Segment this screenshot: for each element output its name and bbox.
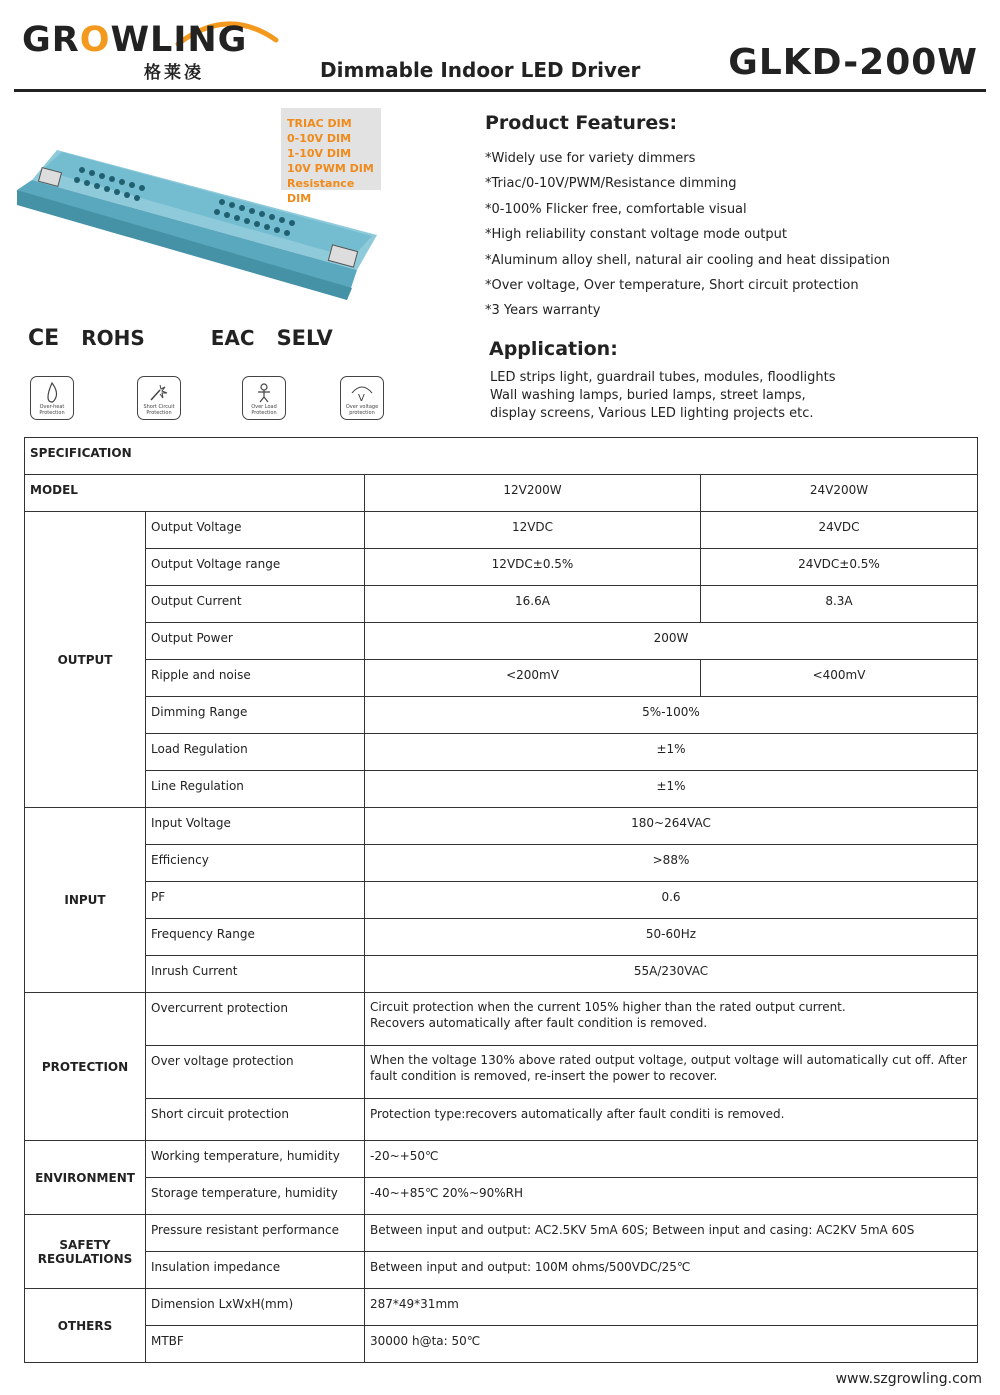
features-list [485,146,985,324]
cell-value: -20~+50℃ [365,1141,978,1178]
certification-logos [28,322,388,354]
cell-value: 55A/230VAC [365,956,978,993]
cell-value: 180~264VAC [365,808,978,845]
cell-value: 5%-100% [365,697,978,734]
footer-website: www.szgrowling.com [835,1371,982,1387]
feature-item: *High reliability constant voltage mode output [485,227,787,243]
over-load-protection-icon: Over Load Protection [242,376,286,420]
cell-value [365,1046,978,1099]
row-label: Frequency Range [146,919,365,956]
header-divider [14,89,986,92]
cell-value: 0.6 [365,882,978,919]
application-line: LED strips light, guardrail tubes, modules, floodlights [490,370,836,385]
protection-icons [30,376,390,422]
row-label: Insulation impedance [146,1252,365,1289]
cell-line: When the voltage 130% above rated output voltage, output voltage will automatically cut off. After [370,1053,967,1067]
cell-line: Circuit protection when the current 105% higher than the rated output current. [370,1000,846,1014]
row-label: PF [146,882,365,919]
cell-line: fault condition is removed, re-insert the power to recover. [370,1069,718,1083]
row-label: Ripple and noise [146,660,365,697]
row-label: Output Voltage [146,512,365,549]
cell-value: 24VDC±0.5% [701,549,978,586]
ce-mark: CE [28,325,60,351]
specification-table [24,437,978,1363]
section-input: INPUT [25,808,146,993]
row-label: Dimming Range [146,697,365,734]
cell-value: 30000 h@ta: 50℃ [365,1326,978,1363]
feature-item: *Aluminum alloy shell, natural air cooling and heat dissipation [485,252,890,268]
cell-value: 287*49*31mm [365,1289,978,1326]
over-voltage-protection-icon: V Over voltage protection [340,376,384,420]
cell-value: <200mV [365,660,701,697]
cell-value: 8.3A [701,586,978,623]
cell-value: 16.6A [365,586,701,623]
over-heat-protection-icon: Over-heat Protection [30,376,74,420]
dim-mode-item: TRIAC DIM [287,117,352,130]
cell-value: -40~+85℃ 20%~90%RH [365,1178,978,1215]
cell-value: Protection type:recovers automatically after fault conditi is removed. [365,1099,978,1141]
row-label: Line Regulation [146,771,365,808]
selv-mark: SELV [276,326,333,350]
row-label: Input Voltage [146,808,365,845]
section-output: OUTPUT [25,512,146,808]
section-safety: SAFETY REGULATIONS [25,1215,146,1289]
cell-value: ±1% [365,734,978,771]
spec-title: SPECIFICATION [25,438,978,475]
cell-value: 24VDC [701,512,978,549]
svg-text:V: V [358,393,365,403]
row-label: Overcurrent protection [146,993,365,1046]
feature-item: *0-100% Flicker free, comfortable visual [485,201,747,217]
feature-item: *Triac/0-10V/PWM/Resistance dimming [485,176,737,192]
row-label: Storage temperature, humidity [146,1178,365,1215]
row-label: Over voltage protection [146,1046,365,1099]
application-line: Wall washing lamps, buried lamps, street lamps, [490,388,806,403]
dim-mode-item: 10V PWM DIM [287,162,374,175]
model-24v: 24V200W [701,475,978,512]
application-text [490,369,980,423]
logo-chinese-name: 格莱凌 [144,63,204,83]
cell-value: >88% [365,845,978,882]
row-label: Pressure resistant performance [146,1215,365,1252]
cell-value: 50-60Hz [365,919,978,956]
dim-mode-item: 0-10V DIM [287,132,352,145]
row-label: Efficiency [146,845,365,882]
dim-mode-item: Resistance DIM [287,177,355,205]
row-label: Working temperature, humidity [146,1141,365,1178]
cell-value [365,993,978,1046]
application-title: Application: [489,338,618,360]
page-subtitle: Dimmable Indoor LED Driver [320,58,641,82]
cell-line: Recovers automatically after fault condition is removed. [370,1016,708,1030]
model-label: MODEL [25,475,365,512]
model-12v: 12V200W [365,475,701,512]
application-line: display screens, Various LED lighting projects etc. [490,406,814,421]
brand-logo [22,14,262,83]
cell-value: <400mV [701,660,978,697]
model-title: GLKD-200W [728,42,978,83]
rohs-mark: ROHS [81,326,145,350]
row-label: Load Regulation [146,734,365,771]
section-environment: ENVIRONMENT [25,1141,146,1215]
row-label: Inrush Current [146,956,365,993]
cell-value: 12VDC [365,512,701,549]
cell-value: Between input and output: AC2.5KV 5mA 60S; Between input and casing: AC2KV 5mA 60S [365,1215,978,1252]
feature-item: *3 Years warranty [485,303,601,319]
cell-value: ±1% [365,771,978,808]
dim-mode-item: 1-10V DIM [287,147,352,160]
section-protection: PROTECTION [25,993,146,1141]
row-label: Output Power [146,623,365,660]
section-others: OTHERS [25,1289,146,1363]
row-label: MTBF [146,1326,365,1363]
row-label: Short circuit protection [146,1099,365,1141]
feature-item: *Over voltage, Over temperature, Short circuit protection [485,278,859,294]
short-circuit-protection-icon: Short Circuit Protection [137,376,181,420]
cell-value: 12VDC±0.5% [365,549,701,586]
row-label: Output Voltage range [146,549,365,586]
logo-wordmark: GROWLING [22,20,248,60]
features-title: Product Features: [485,112,678,134]
cell-value: Between input and output: 100M ohms/500VDC/25℃ [365,1252,978,1289]
row-label: Output Current [146,586,365,623]
cell-value: 200W [365,623,978,660]
eac-mark: EAC [210,326,255,350]
feature-item: *Widely use for variety dimmers [485,151,696,166]
row-label: Dimension LxWxH(mm) [146,1289,365,1326]
dimming-modes-box [281,108,381,205]
